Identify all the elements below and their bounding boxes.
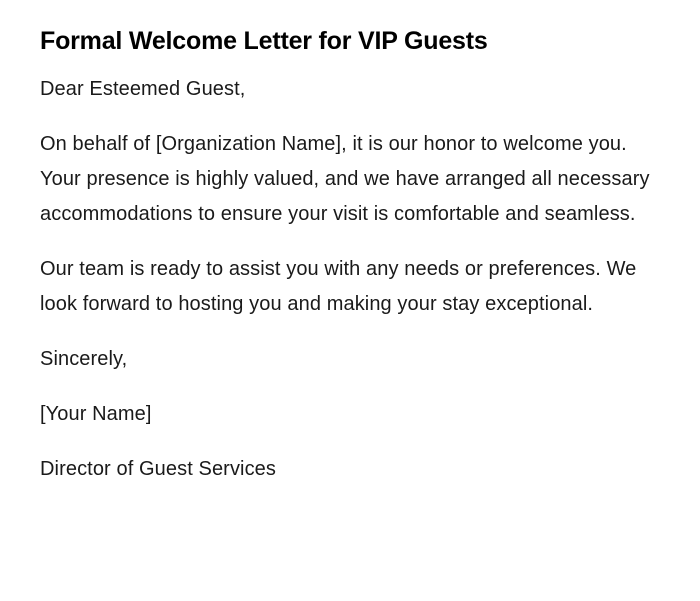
letter-document xyxy=(40,24,652,507)
salutation: Dear Esteemed Guest, xyxy=(40,78,246,100)
body-paragraph-2: Our team is ready to assist you with any needs or preferences. We look forward to hosting you and making your stay exceptional. xyxy=(40,258,637,315)
letter-title: Formal Welcome Letter for VIP Guests xyxy=(40,27,488,55)
signature-name: [Your Name] xyxy=(40,403,152,425)
closing: Sincerely, xyxy=(40,348,128,370)
body-paragraph-1: On behalf of [Organization Name], it is our honor to welcome you. Your presence is highly valued, and we have arranged all necessary accommodations to ensure your visit is comfortable and seamless. xyxy=(40,133,650,225)
signature-title: Director of Guest Services xyxy=(40,458,277,480)
